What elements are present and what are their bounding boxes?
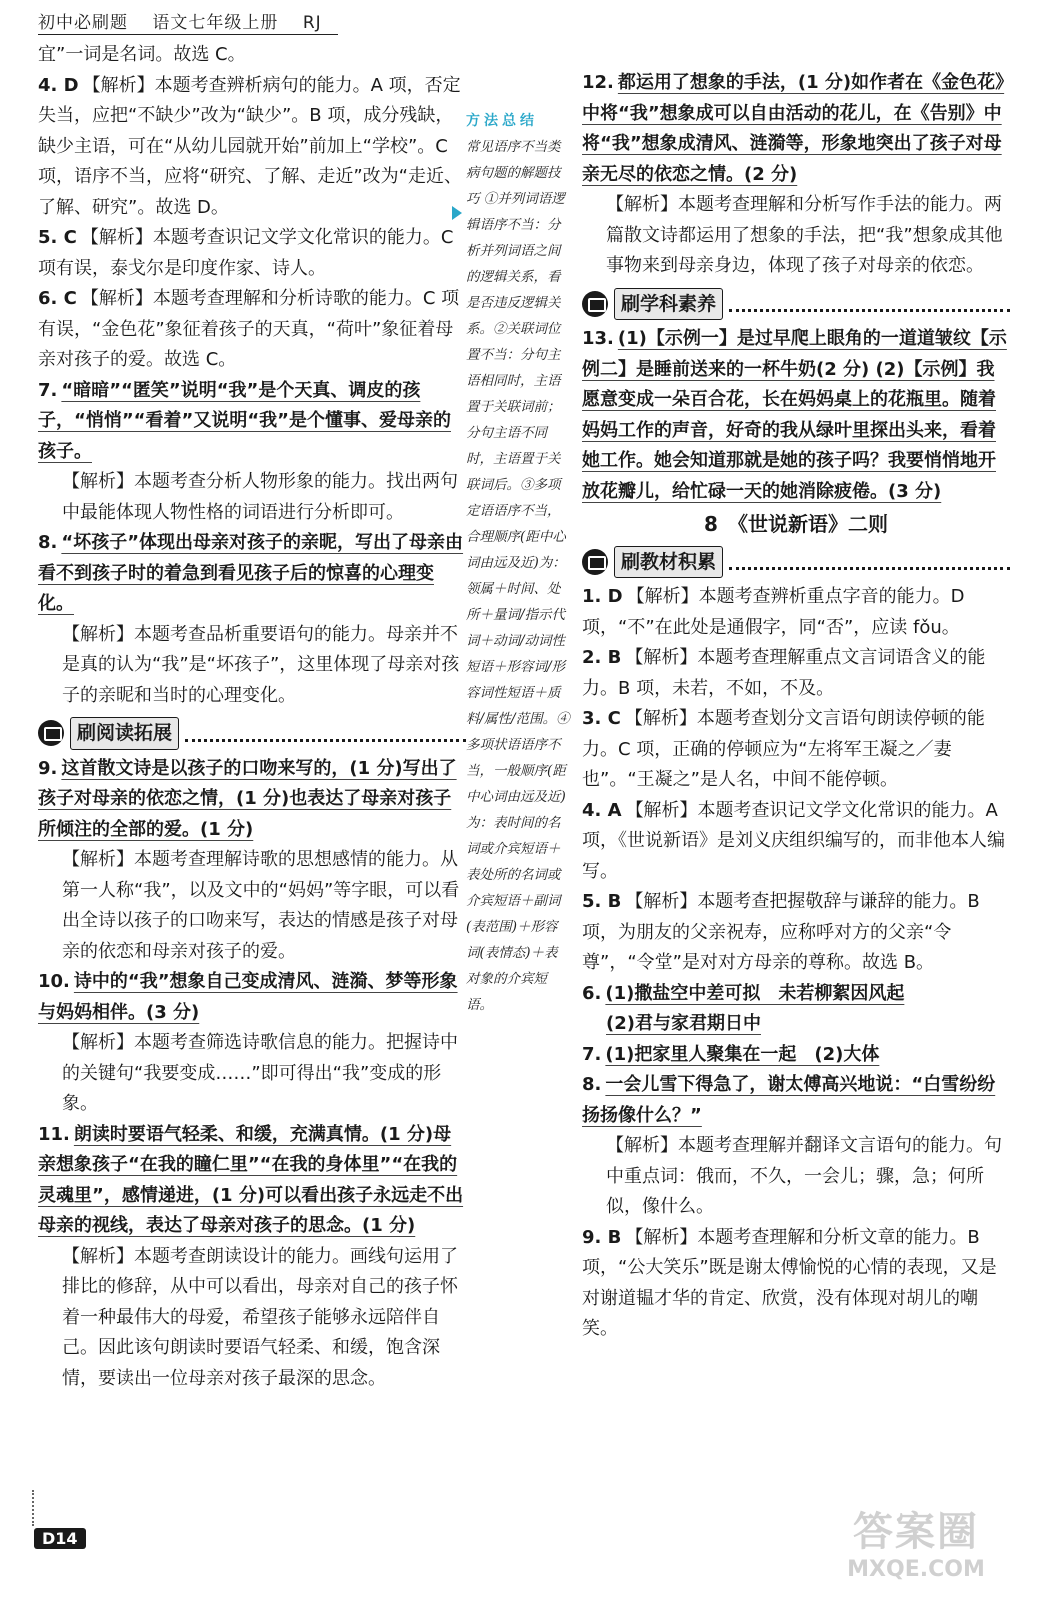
answer-r3-text: 【解析】本题考查划分文言语句朗读停顿的能力。C 项，正确的停顿应为“左将军王凝之／妻也”。“王凝之”是人名，中间不能停顿。 — [582, 708, 985, 790]
section-divider — [729, 295, 1010, 312]
answer-r1-num: 1. D — [582, 586, 623, 607]
watermark-logo: 答案圈 — [853, 1509, 979, 1555]
answer-7-answer: “暗暗”“匿笑”说明“我”是个天真、调皮的孩子，“悄悄”“看着”又说明“我”是个懂事、爱母亲的孩子。 — [38, 379, 451, 462]
answer-9-num: 9. — [38, 757, 58, 779]
section-textbook-label: 刷教材积累 — [614, 546, 723, 579]
carry-text: 宜”一词是名词。故选 C。 — [38, 44, 246, 65]
answer-6-num: 6. C — [38, 288, 77, 309]
watermark — [816, 1500, 1016, 1580]
answer-r9-text: 【解析】本题考查理解和分析文章的能力。B 项，“公大笑乐”既是谢太傅愉悦的心情的表现，又是对谢道韫才华的肯定、欣赏，没有体现对胡儿的嘲笑。 — [582, 1226, 997, 1339]
answer-r6-answer2: (2)君与家君期日中 — [606, 1013, 761, 1034]
answer-7 — [38, 376, 466, 468]
right-column — [582, 68, 1010, 1345]
answer-10-num: 10. — [38, 971, 70, 992]
answer-9-analysis: 【解析】本题考查理解诗歌的思想感情的能力。从第一人称“我”，以及文中的“妈妈”等字眼，可以看出全诗以孩子的口吻来写，表达的情感是孩子对母亲的依恋和母亲对孩子的爱。 — [62, 849, 460, 962]
answer-12-num: 12. — [582, 72, 614, 93]
answer-11-num: 11. — [38, 1123, 70, 1145]
answer-12-answer: 都运用了想象的手法，(1 分)如作者在《金色花》中将“我”想象成可以自由活动的花儿，在《告别》中将“我”想象成清风、涟漪等，形象地突出了孩子对母亲无尽的依恋之情。(2 分) — [582, 72, 1005, 185]
answer-r6-answer1: (1)撒盐空中差可拟 未若柳絮因风起 — [605, 982, 905, 1004]
chapter-title: 8 《世说新语》二则 — [704, 512, 888, 536]
method-summary-title: 方法总结 — [466, 113, 538, 129]
answer-9-answer: 这首散文诗是以孩子的口吻来写的，(1 分)写出了孩子对母亲的依恋之情，(1 分)也表达了母亲对孩子所倾注的全部的爱。(1 分) — [38, 757, 457, 840]
answer-10 — [38, 967, 466, 1028]
answer-8 — [38, 528, 466, 620]
answer-r5-text: 【解析】本题考查把握敬辞与谦辞的能力。B 项，为朋友的父亲祝寿，应称呼对方的父亲“令尊”，“令堂”是对对方母亲的尊称。故选 B。 — [582, 891, 980, 973]
answer-7-analysis: 【解析】本题考查分析人物形象的能力。找出两句中最能体现人物性格的词语进行分析即可。 — [62, 471, 458, 523]
answer-r2 — [582, 643, 1010, 704]
section-divider — [729, 553, 1010, 570]
answer-r4 — [582, 796, 1010, 888]
answer-r3-num: 3. C — [582, 708, 621, 729]
section-divider — [185, 725, 466, 742]
section-literacy-label: 刷学科素养 — [614, 288, 723, 321]
answer-r8-answer: 一会儿雪下得急了，谢太傅高兴地说：“白雪纷纷扬扬像什么？” — [582, 1074, 996, 1126]
answer-r5 — [582, 887, 1010, 979]
method-summary-text: 常见语序不当类病句题的解题技巧 ①并列词语逻辑语序不当：分析并列词语之间的逻辑关系，看是否违反逻辑关系。②关联词位置不当：分句主语相同时，主语置于关联词前；分句主语不同时，主语置于关联词后。③多项定语语序不当，合理顺序(距中心词由远及近)为：领属＋时间、处所＋量词/指示代词＋动词/动词性短语＋形容词/形容词性短语＋质料/属性/范围。④多项状语语序不当，一般顺序(距中心词由远及近)为：表时间的名词或介宾短语＋表处所的名词或介宾短语＋副词(表范围)＋形容词(表情态)＋表对象的介宾短语。 — [466, 139, 570, 1013]
answer-13 — [582, 324, 1010, 507]
arrow-icon — [452, 206, 462, 220]
answer-8-num: 8. — [38, 532, 58, 553]
answer-13-answer: (1)【示例一】是过早爬上眼角的一道道皱纹【示例二】是睡前送来的一杯牛奶(2 分) (2)【示例】我愿意变成一朵百合花，长在妈妈桌上的花瓶里。随着妈妈工作的声音，好奇的我从绿叶里探出头来，看着她工作。她会知道那就是她的孩子吗？我要悄悄地开放花瓣儿，给忙碌一天的她消除疲倦。(3 分) — [582, 328, 1007, 502]
answer-8-analysis: 【解析】本题考查品析重要语句的能力。母亲并不是真的认为“我”是“坏孩子”，这里体现了母亲对孩子的亲昵和当时的心理变化。 — [62, 623, 460, 706]
answer-r7-answer: (1)把家里人聚集在一起 (2)大体 — [605, 1043, 880, 1065]
answer-r9 — [582, 1223, 1010, 1345]
answer-r6-num: 6. — [582, 982, 602, 1004]
left-column — [38, 40, 466, 1394]
section-literacy — [582, 288, 1010, 321]
answer-r1 — [582, 582, 1010, 643]
book-icon — [582, 291, 608, 317]
answer-8-answer: “坏孩子”体现出母亲对孩子的亲昵，写出了母亲由看不到孩子时的着急到看见孩子后的惊喜的心理变化。 — [38, 532, 464, 614]
watermark-site: MXQE.COM — [847, 1557, 985, 1582]
answer-r8-num: 8. — [582, 1074, 602, 1095]
answer-7-num: 7. — [38, 379, 58, 401]
section-reading-label: 刷阅读拓展 — [70, 717, 179, 750]
page-dots — [32, 1490, 34, 1526]
method-summary-note — [466, 108, 570, 1018]
answer-4-num: 4. D — [38, 74, 79, 96]
answer-12-analysis: 【解析】本题考查理解和分析写作手法的能力。两篇散文诗都运用了想象的手法，把“我”想象成其他事物来到母亲身边，体现了孩子对母亲的依恋。 — [606, 194, 1003, 276]
answer-r8 — [582, 1070, 1010, 1131]
answer-6-text: 【解析】本题考查理解和分析诗歌的能力。C 项有误，“金色花”象征着孩子的天真，“荷叶”象征着母亲对孩子的爱。故选 C。 — [38, 288, 460, 370]
series-name: 初中必刷题 — [38, 13, 128, 33]
answer-r2-text: 【解析】本题考查理解重点文言词语含义的能力。B 项，未若，不如，不及。 — [582, 647, 986, 699]
book-icon — [582, 549, 608, 575]
answer-r8-analysis: 【解析】本题考查理解并翻译文言语句的能力。句中重点词：俄而，不久，一会儿；骤，急；何所似，像什么。 — [606, 1135, 1002, 1217]
answer-5-num: 5. C — [38, 227, 77, 248]
answer-5-text: 【解析】本题考查识记文学文化常识的能力。C 项有误，泰戈尔是印度作家、诗人。 — [38, 227, 454, 279]
answer-5 — [38, 223, 466, 284]
answer-r4-text: 【解析】本题考查识记文学文化常识的能力。A 项，《世说新语》是刘义庆组织编写的，而非他本人编写。 — [582, 799, 1005, 882]
answer-4 — [38, 71, 466, 224]
section-textbook — [582, 546, 1010, 579]
book-icon — [38, 720, 64, 746]
answer-11 — [38, 1120, 466, 1242]
section-reading — [38, 717, 466, 750]
header-rule — [38, 34, 338, 35]
answer-r7-num: 7. — [582, 1043, 602, 1065]
answer-10-answer: 诗中的“我”想象自己变成清风、涟漪、梦等形象与妈妈相伴。(3 分) — [38, 971, 458, 1023]
answer-r3 — [582, 704, 1010, 796]
answer-13-num: 13. — [582, 328, 614, 349]
answer-11-answer: 朗读时要语气轻柔、和缓，充满真情。(1 分)母亲想象孩子“在我的瞳仁里”“在我的身体里”“在我的灵魂里”，感情递进，(1 分)可以看出孩子永远走不出母亲的视线，表达了母亲对孩子的思念。(1 分) — [38, 1123, 464, 1236]
answer-r2-num: 2. B — [582, 647, 622, 668]
answer-r9-num: 9. B — [582, 1226, 622, 1248]
answer-r4-num: 4. A — [582, 799, 622, 821]
subject-name: 语文七年级上册 — [152, 13, 279, 33]
answer-9 — [38, 754, 466, 846]
answer-4-text: 【解析】本题考查辨析病句的能力。A 项，否定失当，应把“不缺少”改为“缺少”。B 项，成分残缺，缺少主语，可在“从幼儿园就开始”前加上“学校”。C 项，语序不当，应将“研究、了解、走近”改为“走近、了解、研究”。故选 D。 — [38, 74, 462, 218]
answer-r6-line2 — [582, 1009, 1010, 1040]
edition: RJ — [302, 13, 322, 33]
answer-r6 — [582, 979, 1010, 1010]
answer-6 — [38, 284, 466, 376]
answer-r5-num: 5. B — [582, 891, 622, 912]
answer-11-analysis: 【解析】本题考查朗读设计的能力。画线句运用了排比的修辞，从中可以看出，母亲对自己的孩子怀着一种最伟大的母爱，希望孩子能够永远陪伴自己。因此该句朗读时要语气轻柔、和缓，饱含深情，要读出一位母亲对孩子最深的思念。 — [62, 1245, 458, 1389]
answer-10-analysis: 【解析】本题考查筛选诗歌信息的能力。把握诗中的关键句“我要变成……”即可得出“我”变成的形象。 — [62, 1032, 458, 1114]
page-number: D14 — [34, 1528, 86, 1549]
page-header — [38, 8, 340, 34]
answer-r7 — [582, 1040, 1010, 1071]
answer-r1-text: 【解析】本题考查辨析重点字音的能力。D 项，“不”在此处是通假字，同“否”，应读 fǒu。 — [582, 586, 965, 638]
answer-12 — [582, 68, 1010, 190]
